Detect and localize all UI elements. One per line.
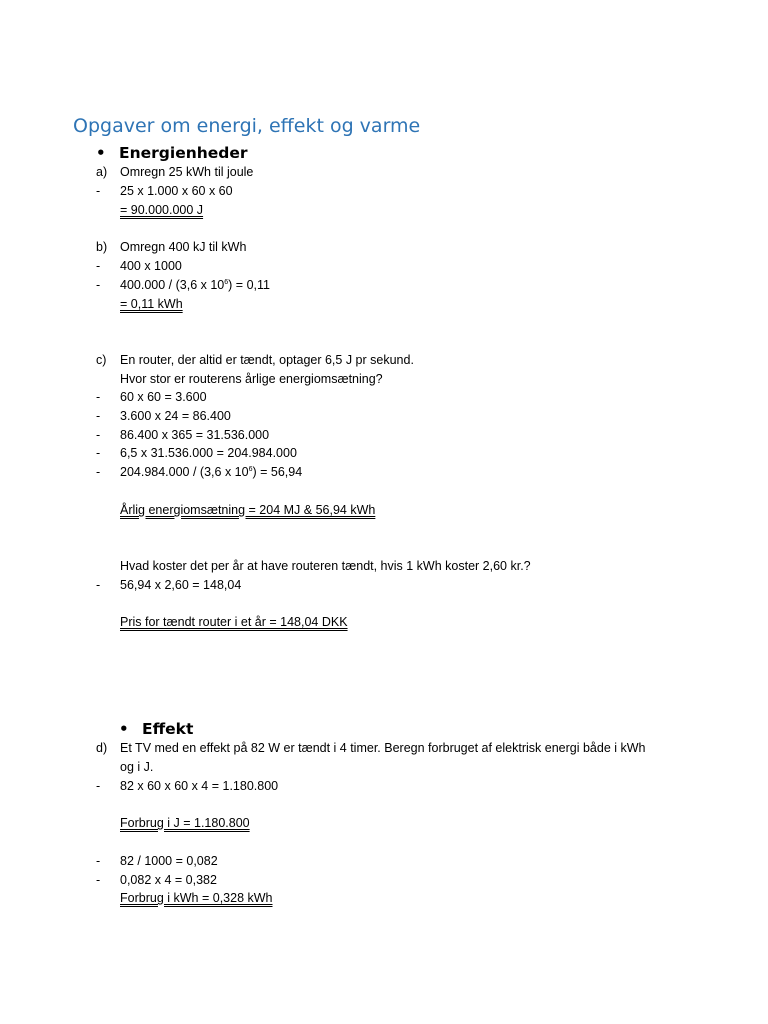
dash-marker: - — [96, 446, 101, 460]
dash-marker: - — [96, 465, 101, 479]
question-text: og i J. — [120, 760, 154, 774]
step-text: 82 / 1000 = 0,082 — [120, 854, 218, 868]
dash-marker: - — [96, 409, 101, 423]
answer-text: = 90.000.000 J — [120, 203, 204, 217]
dash-marker: - — [96, 873, 101, 887]
answer-text: Pris for tændt router i et år = 148,04 DKK — [120, 615, 348, 629]
step-text: 60 x 60 = 3.600 — [120, 390, 207, 404]
answer-text: Årlig energiomsætning = 204 MJ & 56,94 kWh — [120, 503, 376, 517]
question-text: En router, der altid er tændt, optager 6,5 J pr sekund. — [120, 353, 414, 367]
question-text: Omregn 400 kJ til kWh — [120, 240, 247, 254]
step-text: 25 x 1.000 x 60 x 60 — [120, 184, 233, 198]
section-heading-energienheder — [96, 144, 248, 162]
bullet-icon: • — [96, 144, 106, 162]
step-text: 86.400 x 365 = 31.536.000 — [120, 428, 270, 442]
question-text: Et TV med en effekt på 82 W er tændt i 4 timer. Beregn forbruget af elektrisk energi både i kWh — [120, 741, 646, 755]
dash-marker: - — [96, 428, 101, 442]
dash-marker: - — [96, 390, 101, 404]
section-heading-text: Energienheder — [119, 144, 248, 162]
step-text: 0,082 x 4 = 0,382 — [120, 873, 217, 887]
list-marker: b) — [96, 240, 108, 254]
dash-marker: - — [96, 578, 101, 592]
dash-marker: - — [96, 184, 101, 198]
step-text: 56,94 x 2,60 = 148,04 — [120, 578, 242, 592]
list-marker: c) — [96, 353, 107, 367]
step-text: 3.600 x 24 = 86.400 — [120, 409, 231, 423]
answer-text: Forbrug i kWh = 0,328 kWh — [120, 891, 273, 905]
dash-marker: - — [96, 779, 101, 793]
document-title: Opgaver om energi, effekt og varme — [73, 115, 421, 137]
step-text: 400 x 1000 — [120, 259, 182, 273]
dash-marker: - — [96, 278, 101, 292]
question-text: Hvor stor er routerens årlige energiomsætning? — [120, 372, 383, 386]
step-text: 82 x 60 x 60 x 4 = 1.180.800 — [120, 779, 279, 793]
question-text: Hvad koster det per år at have routeren tændt, hvis 1 kWh koster 2,60 kr.? — [120, 559, 531, 573]
dash-marker: - — [96, 259, 101, 273]
bullet-icon: • — [119, 720, 129, 738]
step-text: 6,5 x 31.536.000 = 204.984.000 — [120, 446, 297, 460]
dash-marker: - — [96, 854, 101, 868]
answer-text: = 0,11 kWh — [120, 297, 183, 311]
step-text: 400.000 / (3,6 x $10^6) = 0,11$ — [120, 278, 270, 292]
answer-text: Forbrug i J = 1.180.800 — [120, 816, 250, 830]
list-marker: d) — [96, 741, 108, 755]
list-marker: a) — [96, 165, 108, 179]
section-heading-effekt — [119, 720, 193, 738]
question-text: Omregn 25 kWh til joule — [120, 165, 254, 179]
step-text: 204.984.000 / (3,6 x $10^6) = 56,94$ — [120, 465, 303, 479]
section-heading-text: Effekt — [142, 720, 194, 738]
